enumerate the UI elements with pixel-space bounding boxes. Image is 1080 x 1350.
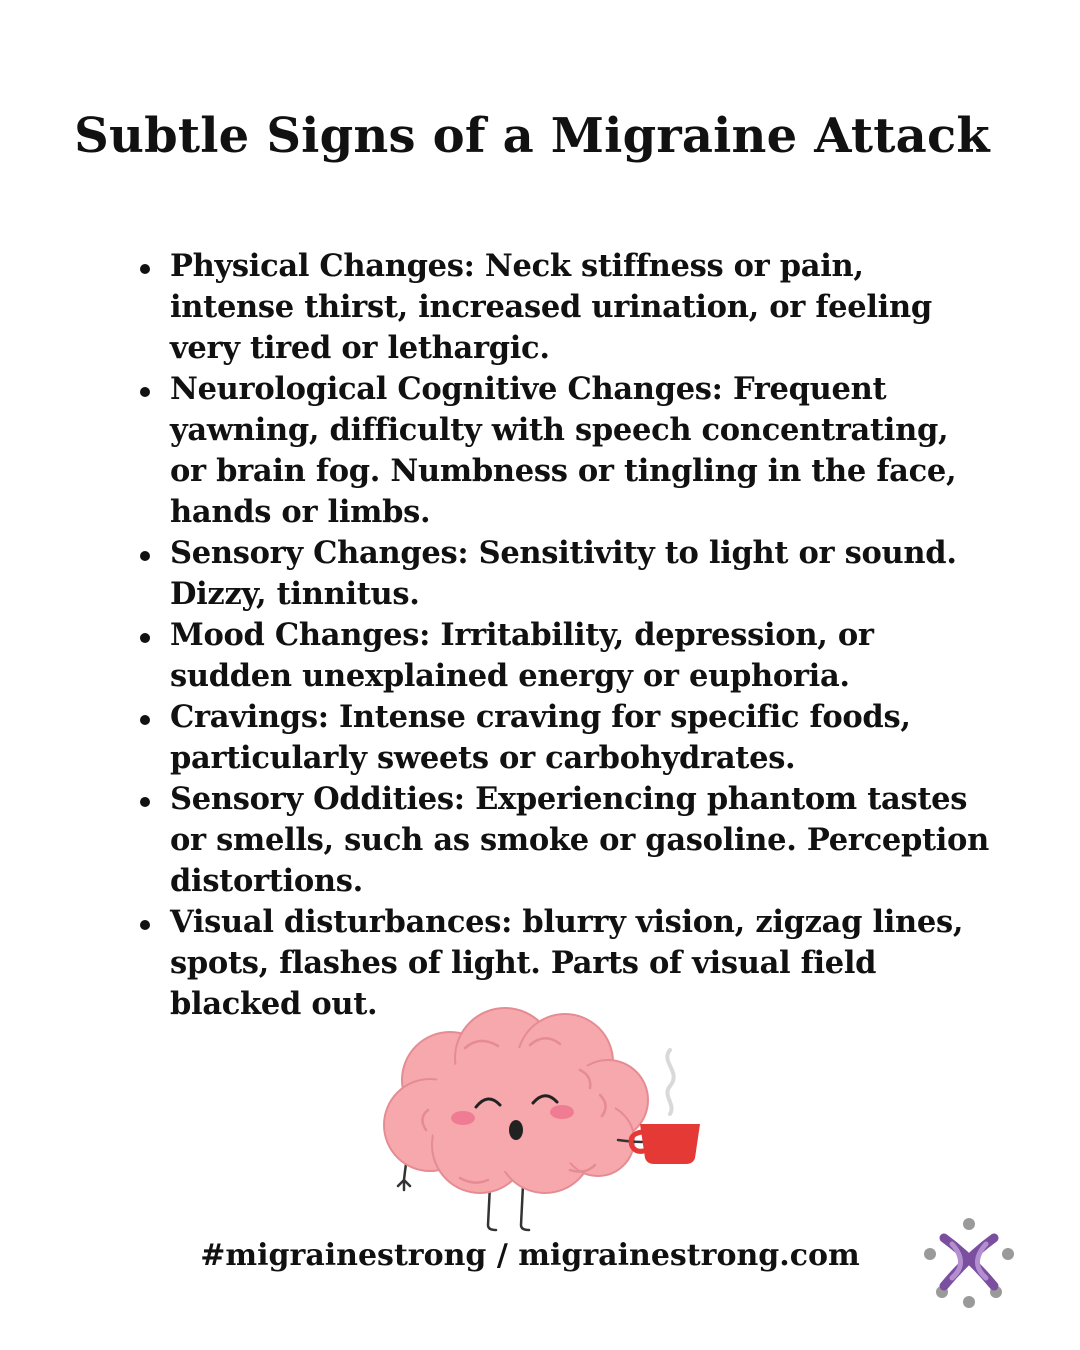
- signs-list: [140, 246, 1020, 1025]
- list-item-line: or brain fog. Numbness or tingling in the face,: [170, 453, 957, 489]
- bullet-icon: [140, 633, 150, 643]
- list-item-line: Visual disturbances: blurry vision, zigzag lines,: [170, 904, 964, 940]
- list-item-line: intense thirst, increased urination, or feeling: [170, 289, 932, 325]
- bullet-icon: [140, 920, 150, 930]
- list-item-line: Mood Changes: Irritability, depression, or: [170, 617, 874, 653]
- list-item-line: sudden unexplained energy or euphoria.: [170, 658, 850, 694]
- list-item-line: hands or limbs.: [170, 494, 431, 530]
- list-item: [140, 697, 1020, 779]
- list-item-line: spots, flashes of light. Parts of visual field: [170, 945, 877, 981]
- list-item: [140, 369, 1020, 533]
- list-item-line: Neurological Cognitive Changes: Frequent: [170, 371, 887, 407]
- page-title: Subtle Signs of a Migraine Attack: [74, 108, 990, 164]
- list-item-line: particularly sweets or carbohydrates.: [170, 740, 796, 776]
- list-item-line: yawning, difficulty with speech concentrating,: [170, 412, 949, 448]
- bullet-icon: [140, 797, 150, 807]
- list-item: [140, 533, 1020, 615]
- list-item-line: or smells, such as smoke or gasoline. Perception: [170, 822, 989, 858]
- bullet-icon: [140, 264, 150, 274]
- list-item-line: very tired or lethargic.: [170, 330, 550, 366]
- list-item-line: blacked out.: [170, 986, 378, 1022]
- brain-illustration-icon: [370, 1000, 710, 1240]
- list-item-line: Cravings: Intense craving for specific foods,: [170, 699, 911, 735]
- bullet-icon: [140, 715, 150, 725]
- list-item-line: Dizzy, tinnitus.: [170, 576, 420, 612]
- list-item-line: Sensory Changes: Sensitivity to light or sound.: [170, 535, 957, 571]
- list-item: [140, 779, 1020, 902]
- list-item-line: distortions.: [170, 863, 363, 899]
- list-item-line: Sensory Oddities: Experiencing phantom tastes: [170, 781, 968, 817]
- footer-hashtag-website: #migrainestrong / migrainestrong.com: [200, 1238, 860, 1273]
- list-item: [140, 615, 1020, 697]
- bullet-icon: [140, 387, 150, 397]
- list-item: [140, 246, 1020, 369]
- bullet-icon: [140, 551, 150, 561]
- migraine-strong-logo-icon: [922, 1216, 1016, 1310]
- list-item-line: Physical Changes: Neck stiffness or pain,: [170, 248, 864, 284]
